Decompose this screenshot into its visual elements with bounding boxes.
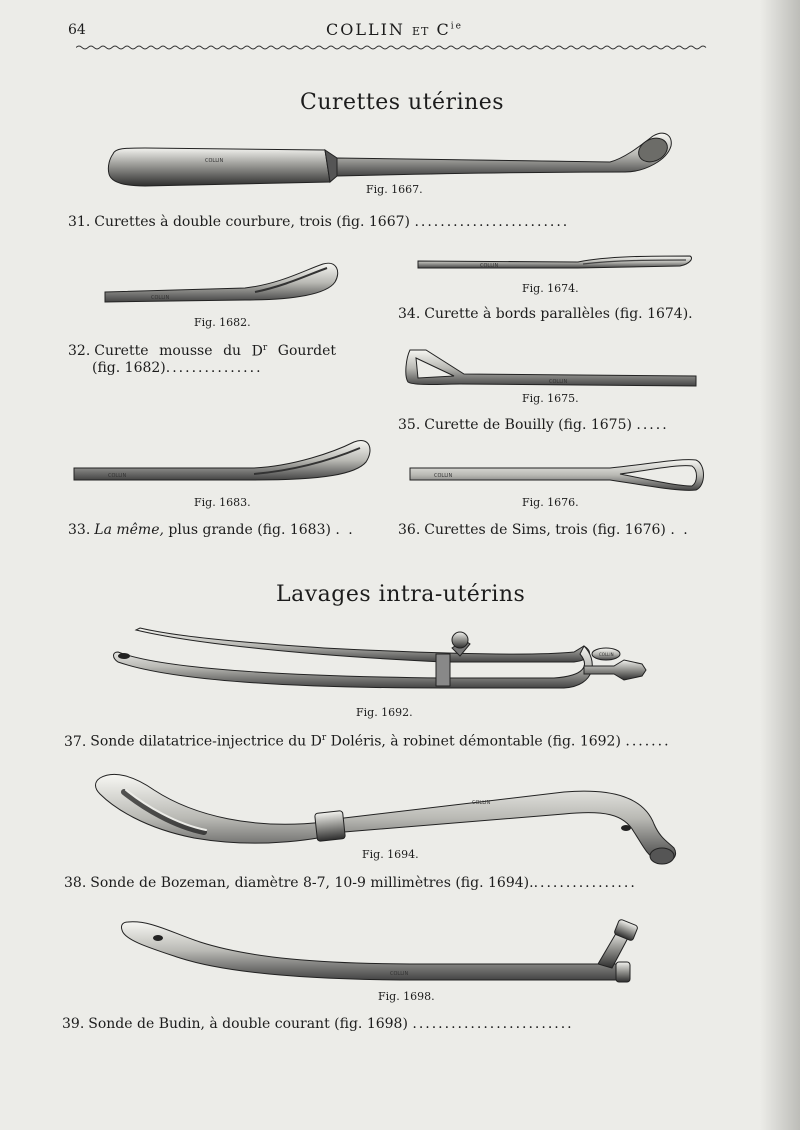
item-number: 39.: [62, 1016, 85, 1032]
curette-1682-engraving: [105, 258, 341, 304]
header-rule: [76, 45, 708, 50]
sonde-1692-engraving: [114, 626, 650, 698]
item-description: Sonde de Budin, à double courant (fig. 1698): [88, 1016, 408, 1032]
caption-fig-1674: Fig. 1674.: [522, 282, 579, 295]
item-description-line2: (fig. 1682): [92, 359, 166, 376]
collin-mark: COLLIN: [205, 158, 224, 164]
catalog-item-39: [62, 1016, 574, 1032]
collin-mark: COLLIN: [480, 263, 499, 269]
collin-mark: COLLIN: [599, 652, 614, 657]
caption-fig-1675: Fig. 1675.: [522, 392, 579, 405]
item-description: Curette de Bouilly (fig. 1675): [424, 417, 632, 433]
curette-1683-engraving: [74, 436, 374, 486]
item-word-mousse: mousse: [159, 343, 213, 359]
caption-fig-1698: Fig. 1698.: [378, 990, 435, 1003]
catalog-item-34: [398, 306, 693, 322]
leader-dots: ........................: [414, 214, 570, 230]
item-word-doctor: D: [251, 343, 263, 360]
collin-mark: COLLIN: [434, 473, 453, 479]
leader-dots: .....: [636, 417, 669, 433]
caption-fig-1667: Fig. 1667.: [366, 183, 423, 196]
sonde-1698-engraving: [120, 918, 646, 988]
collin-mark: COLLIN: [390, 971, 409, 977]
catalog-item-36: [398, 522, 690, 538]
catalog-item-38: [64, 875, 637, 891]
item-word-doctor-sup: r: [262, 343, 268, 353]
collin-mark: COLLIN: [108, 473, 127, 479]
collin-mark: COLLIN: [151, 295, 170, 301]
leader-dots: .........................: [412, 1016, 574, 1032]
item-number: 36.: [398, 522, 421, 538]
item-number: 37.: [64, 733, 87, 750]
collin-mark: COLLIN: [549, 379, 568, 385]
catalog-item-33: [68, 522, 355, 538]
curette-1676-engraving: [410, 456, 706, 496]
curette-1675-engraving: [404, 346, 700, 390]
item-number: 31.: [68, 214, 91, 230]
leader-dots: . .: [335, 522, 355, 538]
publisher-company-sup: ie: [450, 21, 463, 32]
curette-1667-engraving: [105, 128, 675, 190]
leader-dots: . .: [670, 522, 690, 538]
item-description: plus grande (fig. 1683): [168, 522, 331, 538]
item-number: 34.: [398, 306, 421, 322]
item-description-b: Doléris, à robinet démontable (fig. 1692): [330, 733, 621, 750]
item-sup: r: [321, 733, 327, 743]
caption-fig-1682: Fig. 1682.: [194, 316, 251, 329]
page-number: 64: [68, 22, 86, 38]
catalog-item-37: [64, 733, 671, 750]
publisher-company: C: [436, 20, 451, 39]
item-description: Curettes de Sims, trois (fig. 1676): [424, 522, 666, 538]
item-word-curette: Curette: [94, 343, 149, 359]
caption-fig-1683: Fig. 1683.: [194, 496, 251, 509]
item-description: Sonde de Bozeman, diamètre 8-7, 10-9 millimètres (fig. 1694).: [90, 875, 534, 891]
collin-mark: COLLIN: [472, 800, 491, 806]
catalog-item-32: [68, 343, 336, 376]
item-description: Curettes à double courbure, trois (fig. 1667): [94, 214, 410, 230]
item-italic: La même,: [94, 522, 164, 538]
item-number: 38.: [64, 875, 87, 891]
curette-1674-engraving: [418, 252, 694, 272]
caption-fig-1692: Fig. 1692.: [356, 706, 413, 719]
item-description-a: Sonde dilatatrice-injectrice du D: [90, 733, 322, 750]
publisher-name: COLLIN: [326, 20, 405, 39]
publisher-et: ET: [412, 25, 430, 38]
item-number: 33.: [68, 522, 91, 538]
section-title-lavages: Lavages intra-utérins: [276, 582, 526, 607]
caption-fig-1676: Fig. 1676.: [522, 496, 579, 509]
item-word-gourdet: Gourdet: [277, 343, 336, 359]
running-head: [326, 20, 463, 39]
caption-fig-1694: Fig. 1694.: [362, 848, 419, 861]
item-word-du: du: [223, 343, 242, 359]
leader-dots: ................: [533, 875, 637, 891]
leader-dots: ...............: [165, 359, 263, 376]
item-number: 32.: [68, 343, 91, 359]
catalog-item-31: [68, 214, 569, 230]
catalog-item-35: [398, 417, 669, 433]
page-edge-shadow: [760, 0, 800, 1130]
item-description: Curette à bords parallèles (fig. 1674).: [424, 306, 693, 322]
section-title-curettes: Curettes utérines: [300, 90, 505, 115]
item-number: 35.: [398, 417, 421, 433]
leader-dots: .......: [625, 733, 671, 750]
